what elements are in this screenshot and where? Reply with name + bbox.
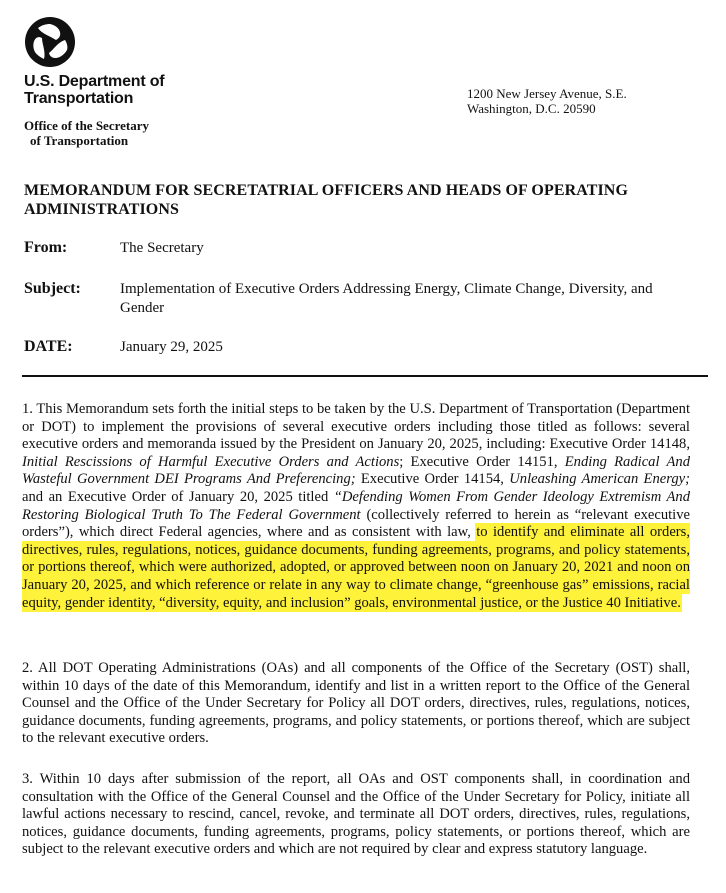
paragraph-2: 2. All DOT Operating Administrations (OAs) and all components of the Office of the Secretary (OST) shall, within 10 days of the date of this Memorandum, identify and list in a written report to the Office of the General Counsel and the Office of the Under Secretary for Policy all DOT orders, directives, rules, regulations, notices, guidance documents, funding agreements, programs, and policy statements, or portions thereof, which are subject to the relevant executive orders.: [22, 660, 690, 747]
address-line2: Washington, D.C. 20590: [467, 101, 596, 116]
date-value: January 29, 2025: [120, 339, 223, 355]
from-label: From:: [24, 239, 68, 256]
paragraph-1-text-a: 1. This Memorandum sets forth the initial steps to be taken by the U.S. Department of Transportation (Department or DOT) to implement the provisions of several executive orders including those titled as follows: several executive orders and memoranda issued by the President on January 20, 2025, including: Executive Order 14148,: [22, 401, 690, 453]
eo-14148-title: Initial Rescissions of Harmful Executive Orders and Actions: [22, 453, 400, 470]
memo-title: MEMORANDUM FOR SECRETATRIAL OFFICERS AND HEADS OF OPERATING ADMINISTRATIONS: [24, 182, 629, 218]
highlighted-directive: to identify and eliminate all orders, directives, rules, regulations, notices, guidance documents, funding agreements, programs, and policy statements, or portions thereof, which were authorized, adopted, or approved between noon on January 20, 2021 and noon on January 20, 2025, and which reference or relate in any way to climate change, “greenhouse gas” emissions, racial equity, gender identity, “diversity, equity, and inclusion” goals, environmental justice, or the Justice 40 Initiative.: [22, 524, 690, 611]
office-name-line1: Office of the Secretary: [24, 118, 150, 133]
paragraph-1-text-c: Executive Order 14154,: [355, 471, 510, 488]
subject-label: Subject:: [24, 280, 81, 297]
paragraph-1-text-d: and an Executive Order of January 20, 2025 titled: [22, 488, 334, 505]
org-name-line2: Transportation: [24, 90, 134, 107]
address-line1: 1200 New Jersey Avenue, S.E.: [467, 86, 627, 101]
from-value: The Secretary: [120, 240, 204, 256]
paragraph-1-text-b: ; Executive Order 14151,: [399, 453, 565, 470]
org-name-line1: U.S. Department of: [24, 73, 165, 90]
paragraph-1: [22, 401, 690, 612]
paragraph-1-text-e: (collectively referred to herein as “relevant executive orders”), which direct Federal agencies, where and as consistent with law,: [22, 506, 691, 541]
eo-gender-title: “Defending Women From Gender Ideology Extremism And Restoring Biological Truth To The Federal Government: [22, 488, 690, 523]
paragraph-3: 3. Within 10 days after submission of the report, all OAs and OST components shall, in coordination and consultation with the Office of the General Counsel and the Office of the Under Secretary for Policy, initiate all lawful actions necessary to rescind, cancel, revoke, and terminate all DOT orders, directives, rules, regulations, notices, guidance documents, funding agreements, programs, policy statements, or portions thereof, which are subject to the relevant executive orders and which are not required by clear and express statutory language.: [22, 771, 690, 858]
office-name-line2: of Transportation: [30, 133, 129, 148]
subject-value: Implementation of Executive Orders Addressing Energy, Climate Change, Diversity, and Gender: [120, 281, 653, 316]
date-label: DATE:: [24, 338, 73, 355]
header-divider: [22, 375, 708, 377]
eo-14154-title: Unleashing American Energy;: [509, 471, 691, 488]
eo-14151-title: Ending Radical And Wasteful Government DEI Programs And Preferencing;: [22, 453, 690, 488]
dot-triskelion-icon: [24, 16, 76, 68]
